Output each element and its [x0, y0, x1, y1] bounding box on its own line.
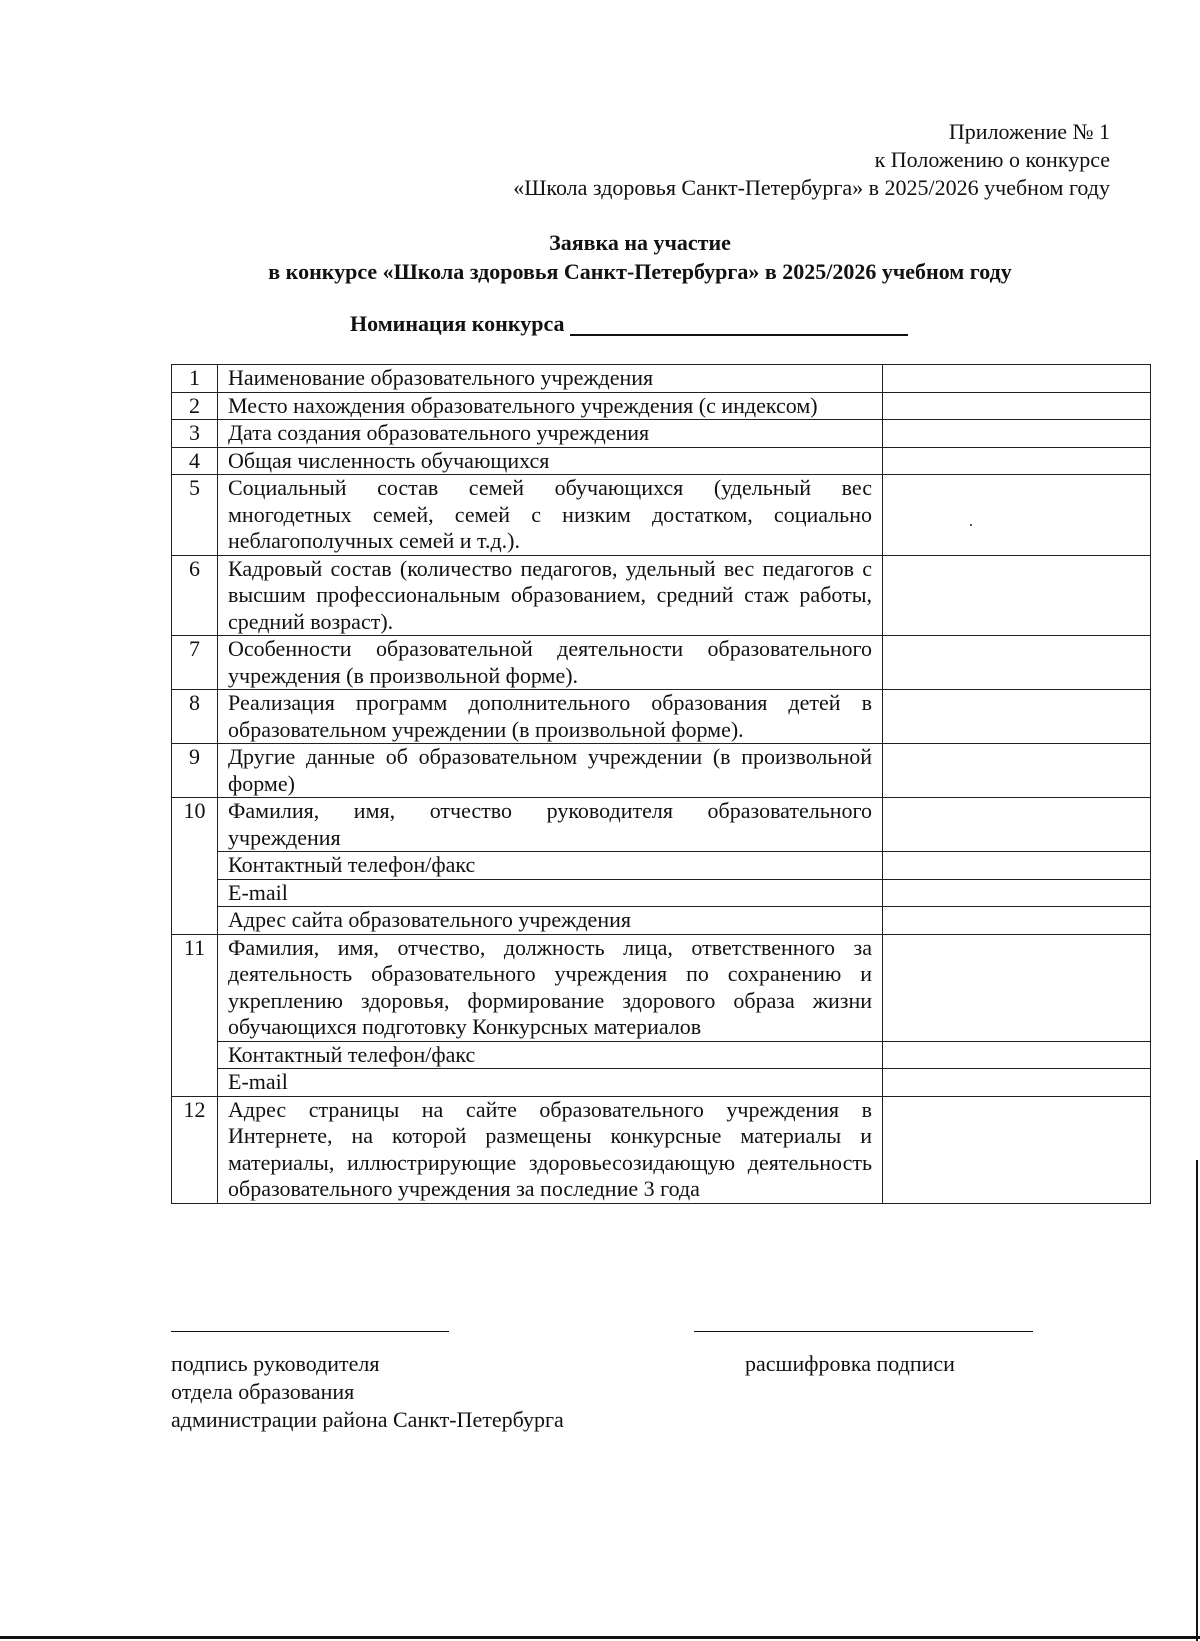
row-label: Особенности образовательной деятельности образовательного учреждения (в произвольной форме). — [218, 636, 883, 690]
row-number: 1 — [172, 365, 218, 393]
nomination-label: Номинация конкурса — [350, 311, 565, 336]
document-title — [0, 228, 1200, 286]
row-number: 6 — [172, 555, 218, 636]
row-value-cell[interactable] — [883, 744, 1151, 798]
row-number: 4 — [172, 447, 218, 475]
table-subrow — [172, 879, 1151, 907]
subrow-label: E-mail — [218, 879, 883, 907]
appendix-line: к Положению о конкурсе — [874, 147, 1110, 172]
table-row — [172, 365, 1151, 393]
subrow-value-cell[interactable] — [883, 879, 1151, 907]
table-subrow — [172, 1041, 1151, 1069]
title-line-1: Заявка на участие — [549, 230, 731, 255]
row-number: 3 — [172, 420, 218, 448]
signature-line — [171, 1331, 449, 1332]
row-label: Социальный состав семей обучающихся (удельный вес многодетных семей, семей с низким достатком, социально неблагополучных семей и т.д.). — [218, 475, 883, 556]
signature-caption-line: подпись руководителя — [171, 1351, 380, 1376]
row-value-cell[interactable] — [883, 798, 1151, 852]
scan-edge-right — [1196, 1160, 1198, 1641]
table-row — [172, 798, 1151, 852]
row-label: Место нахождения образовательного учреждения (с индексом) — [218, 392, 883, 420]
application-table-body — [172, 365, 1151, 1204]
row-value-cell[interactable] — [883, 420, 1151, 448]
table-row — [172, 475, 1151, 556]
row-value-cell[interactable] — [883, 1096, 1151, 1203]
title-line-2: в конкурсе «Школа здоровья Санкт-Петербурга» в 2025/2026 учебном году — [268, 259, 1012, 284]
nomination-field — [350, 310, 908, 338]
row-number: 11 — [172, 934, 218, 1096]
row-value-cell[interactable] — [883, 447, 1151, 475]
appendix-reference — [410, 118, 1110, 202]
row-value-cell[interactable] — [883, 934, 1151, 1041]
signature-decoding-caption: расшифровка подписи — [745, 1351, 955, 1376]
row-value-cell[interactable] — [883, 690, 1151, 744]
row-value-cell[interactable] — [883, 555, 1151, 636]
table-row — [172, 392, 1151, 420]
row-label: Другие данные об образовательном учреждении (в произвольной форме) — [218, 744, 883, 798]
table-row — [172, 636, 1151, 690]
row-value-cell[interactable] — [883, 392, 1151, 420]
scan-edge-bottom — [0, 1636, 1200, 1639]
subrow-label: E-mail — [218, 1069, 883, 1097]
subrow-label: Контактный телефон/факс — [218, 852, 883, 880]
row-number: 9 — [172, 744, 218, 798]
row-number: 12 — [172, 1096, 218, 1203]
table-row — [172, 690, 1151, 744]
signature-caption — [171, 1350, 564, 1434]
row-label: Реализация программ дополнительного образования детей в образовательном учреждении (в произвольной форме). — [218, 690, 883, 744]
row-number: 2 — [172, 392, 218, 420]
table-row — [172, 555, 1151, 636]
table-subrow — [172, 907, 1151, 935]
row-label: Фамилия, имя, отчество, должность лица, ответственного за деятельность образовательного учреждения по сохранению и укреплению здоровья, формирование здорового образа жизни обучающихся подготовку Конкурсных материалов — [218, 934, 883, 1041]
row-value-cell[interactable] — [883, 475, 1151, 556]
row-number: 10 — [172, 798, 218, 935]
table-row — [172, 420, 1151, 448]
scan-speck — [970, 524, 972, 526]
table-subrow — [172, 852, 1151, 880]
row-number: 8 — [172, 690, 218, 744]
subrow-label: Адрес сайта образовательного учреждения — [218, 907, 883, 935]
row-label: Дата создания образовательного учреждения — [218, 420, 883, 448]
subrow-value-cell[interactable] — [883, 1041, 1151, 1069]
table-row — [172, 447, 1151, 475]
row-label: Общая численность обучающихся — [218, 447, 883, 475]
appendix-line: Приложение № 1 — [948, 119, 1110, 144]
subrow-value-cell[interactable] — [883, 852, 1151, 880]
row-number: 7 — [172, 636, 218, 690]
table-row — [172, 934, 1151, 1041]
row-number: 5 — [172, 475, 218, 556]
application-table — [171, 364, 1151, 1204]
row-label: Кадровый состав (количество педагогов, удельный вес педагогов с высшим профессиональным образованием, средний стаж работы, средний возраст). — [218, 555, 883, 636]
row-label: Фамилия, имя, отчество руководителя образовательного учреждения — [218, 798, 883, 852]
row-value-cell[interactable] — [883, 365, 1151, 393]
row-label: Наименование образовательного учреждения — [218, 365, 883, 393]
table-row — [172, 1096, 1151, 1203]
table-row — [172, 744, 1151, 798]
table-subrow — [172, 1069, 1151, 1097]
subrow-label: Контактный телефон/факс — [218, 1041, 883, 1069]
signature-caption-line: отдела образования — [171, 1379, 355, 1404]
nomination-blank-line[interactable] — [570, 310, 908, 336]
subrow-value-cell[interactable] — [883, 907, 1151, 935]
subrow-value-cell[interactable] — [883, 1069, 1151, 1097]
appendix-line: «Школа здоровья Санкт-Петербурга» в 2025/2026 учебном году — [513, 175, 1110, 200]
signature-caption-line: администрации района Санкт-Петербурга — [171, 1407, 564, 1432]
signature-decoding-line — [694, 1331, 1033, 1332]
row-label: Адрес страницы на сайте образовательного учреждения в Интернете, на которой размещены конкурсные материалы и материалы, иллюстрирующие здоровьесозидающую деятельность образовательного учреждения за последние 3 года — [218, 1096, 883, 1203]
row-value-cell[interactable] — [883, 636, 1151, 690]
